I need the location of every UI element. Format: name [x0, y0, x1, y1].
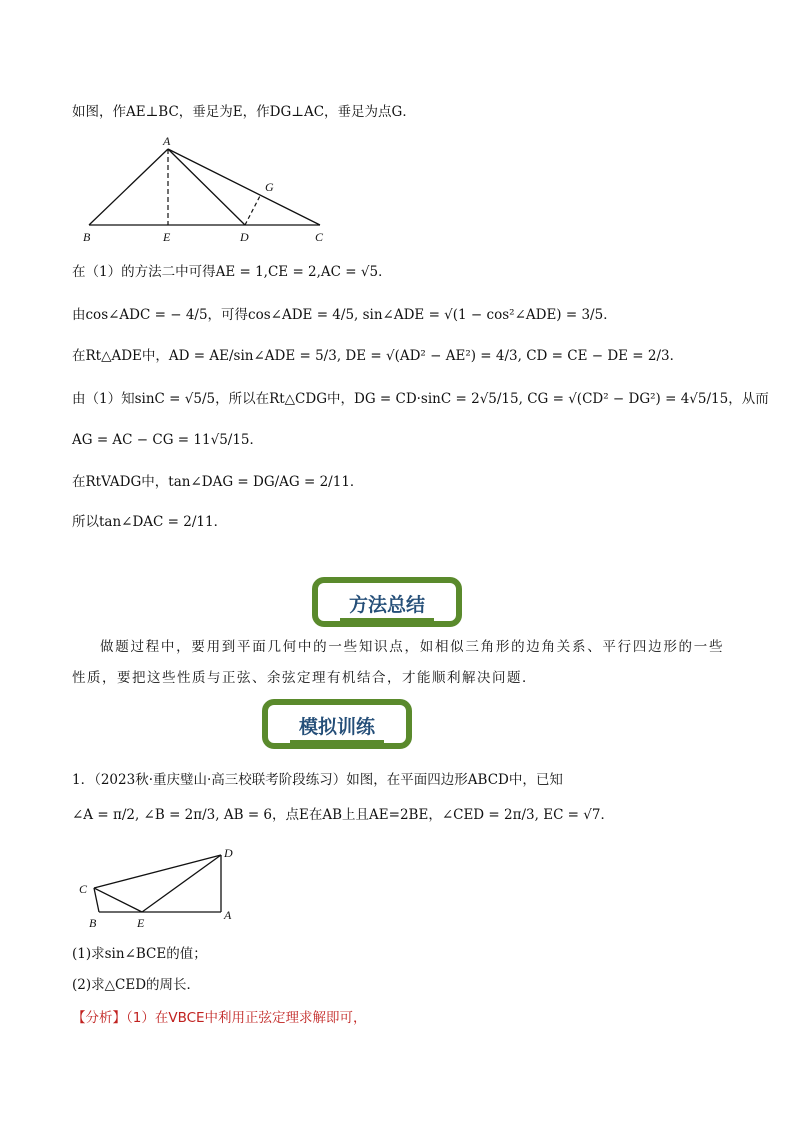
badge-method-summary	[312, 577, 462, 627]
solution-line-1: 在（1）的方法二中可得AE = 1,CE = 2,AC = √5．	[72, 264, 392, 280]
label-b: B	[89, 916, 97, 930]
analysis-tag: 【分析】	[72, 1010, 126, 1026]
badge-bar	[290, 740, 384, 749]
analysis-text: （1）在VBCE中利用正弦定理求解即可，	[126, 1010, 367, 1026]
label-a: A	[163, 134, 171, 148]
problem-line-2: ∠A = π/2, ∠B = 2π/3, AB = 6，点E在AB上且AE=2BE，∠CED = 2π/3, EC = √7．	[72, 807, 614, 823]
badge-bar	[340, 618, 434, 627]
badge-method-summary-title: 方法总结	[348, 594, 425, 616]
solution-line-3: 在Rt△ADE中，AD = AE/sin∠ADE = 5/3, DE = √(AD² − AE²) = 4/3, CD = CE − DE = 2/3．	[72, 348, 684, 364]
label-d: D	[240, 230, 249, 244]
label-e: E	[163, 230, 171, 244]
label-e: E	[137, 916, 145, 930]
label-b: B	[83, 230, 91, 244]
solution-line-7: 所以tan∠DAC = 2/11．	[72, 514, 228, 530]
summary-paragraph: 做题过程中，要用到平面几何中的一些知识点，如相似三角形的边角关系、平行四边形的一些性质，要把这些性质与正弦、余弦定理有机结合，才能顺利解决问题．	[72, 639, 724, 686]
solution-line-4: 由（1）知sinC = √5/5，所以在Rt△CDG中，DG = CD·sinC = 2√5/15, CG = √(CD² − DG²) = 4√5/15，从而	[72, 391, 769, 407]
label-c: C	[79, 882, 88, 896]
label-a: A	[224, 908, 232, 922]
label-c: C	[315, 230, 324, 244]
intro-line: 如图，作AE⊥BC，垂足为E，作DG⊥AC，垂足为点G．	[72, 104, 416, 120]
solution-line-6: 在RtVADG中，tan∠DAG = DG/AG = 2/11．	[72, 474, 364, 490]
question-1: (1)求sin∠BCE的值；	[72, 946, 207, 962]
question-2: (2)求△CED的周长．	[72, 977, 201, 993]
solution-line-5: AG = AC − CG = 11√5/15．	[72, 432, 264, 448]
label-d: D	[224, 846, 233, 860]
figure-quadrilateral-abcd	[75, 845, 245, 935]
badge-practice-title: 模拟训练	[298, 716, 375, 738]
badge-practice	[262, 699, 412, 749]
label-g: G	[265, 180, 274, 194]
solution-line-2: 由cos∠ADC = − 4/5，可得cos∠ADE = 4/5, sin∠ADE = √(1 − cos²∠ADE) = 3/5．	[72, 307, 617, 323]
figure-triangle-abc	[75, 132, 345, 247]
analysis-line	[72, 1008, 367, 1028]
problem-line-1: 1．（2023秋·重庆璧山·高三校联考阶段练习）如图，在平面四边形ABCD中，已知	[72, 772, 563, 788]
